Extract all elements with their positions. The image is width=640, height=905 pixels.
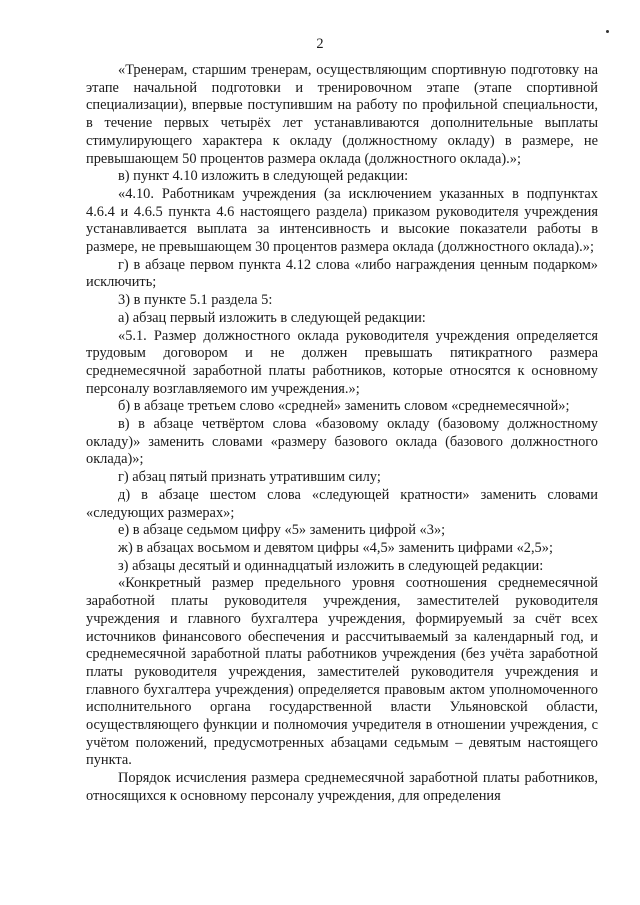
- paragraph: 3) в пункте 5.1 раздела 5:: [118, 292, 273, 309]
- page-number: 2: [316, 36, 324, 52]
- paragraph: з) абзацы десятый и одиннадцатый изложить в следующей редакции:: [118, 557, 544, 574]
- paragraph: а) абзац первый изложить в следующей редакции:: [118, 309, 426, 326]
- paragraph: д) в абзаце шестом слова «следующей кратности» заменить словами «следующих размерах»;: [86, 486, 598, 521]
- paragraph: г) в абзаце первом пункта 4.12 слова «либо награждения ценным подарком» исключить;: [86, 256, 598, 291]
- paragraph: Порядок исчисления размера среднемесячной заработной платы работников, относящихся к основному персоналу учреждения, для определения: [86, 770, 598, 804]
- paragraph: «4.10. Работникам учреждения (за исключением указанных в подпунктах 4.6.4 и 4.6.5 пункта 4.6 настоящего раздела) приказом руководителя учреждения устанавливается выплата за интенсивность и высокие показатели работы в размере, не превышающем 30 процентов размера оклада (должностного оклада).»;: [86, 185, 598, 256]
- scan-dot: [606, 30, 609, 33]
- paragraph: «Конкретный размер предельного уровня соотношения среднемесячной заработной платы руководителя учреждения, заместителей руководителя учреждения и главного бухгалтера учреждения, формируемый за счёт всех источников финансового обеспечения и рассчитываемый за календарный год, и среднемесячной заработной платы работников учреждения (без учёта заработной платы руководителя учреждения, заместителей руководителя учреждения и главного бухгалтера учреждения) определяется правовым актом уполномоченного исполнительного органа государственной власти Ульяновской области, осуществляющего функции и полномочия учредителя в отношении учреждения, с учётом положений, предусмотренных абзацами седьмым – девятым настоящего пункта.: [86, 575, 598, 769]
- paragraph: г) абзац пятый признать утратившим силу;: [118, 469, 381, 486]
- document-body: [86, 62, 598, 806]
- paragraph: ж) в абзацах восьмом и девятом цифры «4,5» заменить цифрами «2,5»;: [118, 539, 553, 556]
- paragraph: е) в абзаце седьмом цифру «5» заменить цифрой «3»;: [118, 522, 446, 539]
- paragraph: «5.1. Размер должностного оклада руководителя учреждения определяется трудовым договором и не должен превышать пятикратного размера среднемесячной заработной платы работников, которые относятся к основному персоналу возглавляемого им учреждения.»;: [86, 327, 598, 397]
- paragraph: б) в абзаце третьем слово «средней» заменить словом «среднемесячной»;: [118, 398, 570, 415]
- paragraph: «Тренерам, старшим тренерам, осуществляющим спортивную подготовку на этапе начальной подготовки и тренировочном этапе (этапе спортивной специализации), впервые поступившим на работу по профильной специальности, в течение первых четырёх лет устанавливаются дополнительные выплаты стимулирующего характера к окладу (должностному окладу) в размере, не превышающем 50 процентов размера оклада (должностного оклада).»;: [86, 62, 598, 167]
- paragraph: в) пункт 4.10 изложить в следующей редакции:: [118, 168, 409, 185]
- paragraph: в) в абзаце четвёртом слова «базовому окладу (базовому должностному окладу)» заменить словами «размеру базового оклада (базового должностного оклада)»;: [86, 416, 598, 468]
